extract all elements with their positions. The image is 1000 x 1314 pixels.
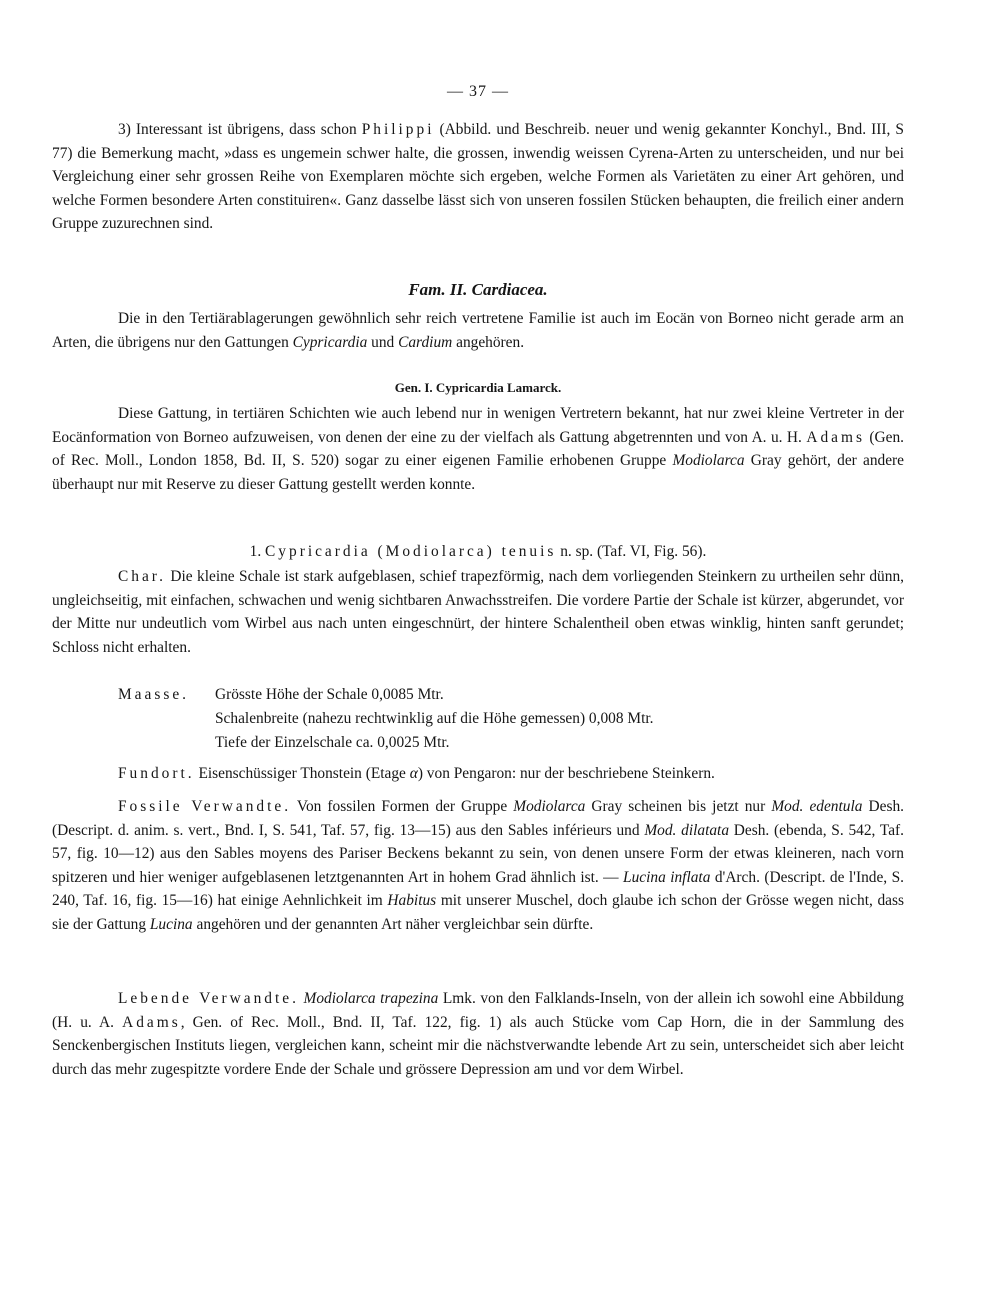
- species-name: Cypricardia (Modiolarca) tenuis: [265, 543, 557, 560]
- fossile-text: Gray scheinen bis jetzt nur: [585, 798, 772, 815]
- genus-cardium: Cardium: [398, 333, 453, 351]
- genus-heading: Gen. I. Cypricardia Lamarck.: [394, 380, 562, 395]
- lebende-text: , Gen. of Rec. Moll., Bnd. II, Taf. 122, fig. 1) als auch Stücke vom Cap Horn, die in der Sammlung des Senckenbergischen Instituts liegen, vergleichen kann, scheint mir die nächstverwandte lebende Art zu sein, unterscheidet sich aber leicht durch das mehr zugespitzte vordere Ende der Schale und grössere Depression am und vor dem Wirbel.: [52, 1013, 904, 1078]
- family-intro-paragraph: [52, 307, 904, 354]
- species-reference: n. sp. (Taf. VI, Fig. 56).: [556, 543, 707, 560]
- lebende-paragraph: [52, 987, 904, 1081]
- fossile-text: angehören und der genannten Art näher vergleichbar sein dürfte.: [192, 915, 594, 933]
- maasse-line-1: Grösste Höhe der Schale 0,0085 Mtr.: [215, 686, 444, 703]
- genus-intro-paragraph: [52, 402, 904, 496]
- fundort-paragraph: [52, 762, 904, 786]
- species-title: [52, 540, 904, 564]
- page-number: — 37 —: [447, 83, 509, 100]
- maasse-line-2: Schalenbreite (nahezu rechtwinklig auf die Höhe gemessen) 0,008 Mtr.: [215, 710, 654, 727]
- fundort-label: Fundort.: [118, 765, 195, 782]
- species-lucina-inflata: Lucina inflata: [623, 868, 711, 886]
- fossile-text: Desh. (ebenda, S. 542, Taf. 57, fig. 10—12) aus den Sables moyens des Pariser Beckens bekannt zu sein, von denen unsere Form der etwas kleineren, nach vorn spitzeren und hier weniger aufgeblasenen letztgenannten Art in hohem Grad ähnlich ist. —: [52, 821, 904, 886]
- author-adams: Adams: [122, 1013, 181, 1031]
- genus-intro-text: Gray gehört, der andere überhaupt nur mit Reserve zu dieser Gattung gestellt werden konnte.: [52, 452, 904, 493]
- genus-lucina: Lucina: [149, 915, 193, 933]
- species-number: 1.: [249, 543, 266, 560]
- fossile-text: mit unserer Muschel, doch glaube ich schon der Grösse wegen nicht, dass sie der Gattung: [52, 892, 904, 933]
- genus-intro-text: Diese Gattung, in tertiären Schichten wie auch lebend nur in wenigen Vertretern bekannt, hat nur zwei kleine Vertreter in der Eocänformation von Borneo aufzuweisen, von denen der eine zu der vielfach als Gattung abgetrennten und von A. u. H.: [52, 405, 904, 446]
- genus-modiolarca: Modiolarca: [672, 452, 745, 470]
- char-paragraph: [52, 565, 904, 659]
- fossile-text: d'Arch. (Descript. de l'Inde, S. 240, Taf. 16, fig. 15—16) hat einige Aehnlichkeit im: [52, 868, 904, 910]
- footnote-text-b: (Abbild. und Beschreib. neuer und wenig gekannter Konchyl., Bnd. III, S 77) die Bemerkung macht, »dass es ungemein schwer halte, die grossen, inwendig weissen Cyrena-Arten zu unterscheiden, und nur bei Vergleichung einer sehr grossen Reihe von Exemplaren möchte sich ergeben, welche Formen als Varietäten zu einer Art gehören, und welche Formen besondere Arten constituiren«. Ganz dasselbe lässt sich von unseren fossilen Stücken behaupten, die freilich einer andern Gruppe zuzurechnen sind.: [52, 121, 904, 233]
- footnote-paragraph: [52, 118, 904, 236]
- species-modiolarca-trapezina: Modiolarca trapezina: [303, 990, 439, 1007]
- fossile-text: Von fossilen Formen der Gruppe: [291, 798, 514, 815]
- char-label: Char.: [118, 568, 166, 585]
- genus-intro-text: (Gen. of Rec. Moll., London 1858, Bd. II, S. 520) sogar zu einer eigenen Familie erhobenen Gruppe: [52, 428, 905, 470]
- genus-modiolarca: Modiolarca: [513, 798, 586, 815]
- author-philippi: Philippi: [361, 121, 435, 138]
- family-heading: Fam. II. Cardiacea.: [408, 280, 548, 299]
- species-mod-edentula: Mod. edentula: [771, 798, 863, 815]
- author-adams: Adams: [806, 428, 865, 446]
- family-intro-text: angehören.: [452, 333, 525, 351]
- species-mod-dilatata: Mod. dilatata: [644, 821, 730, 839]
- term-habitus: Habitus: [387, 892, 437, 910]
- fundort-text: Eisenschüssiger Thonstein (Etage: [194, 765, 410, 782]
- family-intro-text: Die in den Tertiärablagerungen gewöhnlich sehr reich vertretene Familie ist auch im Eocän von Borneo nicht gerade arm an Arten, die übrigens nur den Gattungen: [52, 310, 904, 351]
- fossile-text: Desh. (Descript. d. anim. s. vert., Bnd. I, S. 541, Taf. 57, fig. 13—15) aus den Sables inférieurs und: [52, 798, 904, 839]
- fundort-text: ) von Pengaron: nur der beschriebene Steinkern.: [417, 765, 715, 782]
- lebende-label: Lebende Verwandte.: [118, 990, 299, 1007]
- fossile-paragraph: [52, 795, 904, 937]
- maasse-label: Maasse.: [118, 686, 190, 703]
- lebende-text: Lmk. von den Falklands-Inseln, von der allein ich sowohl eine Abbildung (H. u. A.: [52, 990, 904, 1031]
- maasse-label-line: [118, 686, 189, 704]
- etage-alpha: α: [409, 765, 418, 782]
- char-text: Die kleine Schale ist stark aufgeblasen, schief trapezförmig, nach dem vorliegenden Steinkern zu urtheilen sehr dünn, ungleichseitig, mit einfachen, schwachen und wenig sichtbaren Anwachsstreifen. Die vordere Partie der Schale ist kürzer, abgerundet, vor der Mitte nur undeutlich vom Wirbel aus nach unten eingeschnürt, der hintere Schalentheil oben etwas winklig, hinten sanft gerundet; Schloss nicht erhalten.: [52, 568, 904, 656]
- maasse-line-3: Tiefe der Einzelschale ca. 0,0025 Mtr.: [215, 734, 450, 751]
- footnote-text-a: 3) Interessant ist übrigens, dass schon: [118, 121, 362, 138]
- family-intro-text: und: [367, 333, 399, 351]
- fossile-label: Fossile Verwandte.: [118, 798, 292, 815]
- genus-cypricardia: Cypricardia: [292, 333, 368, 351]
